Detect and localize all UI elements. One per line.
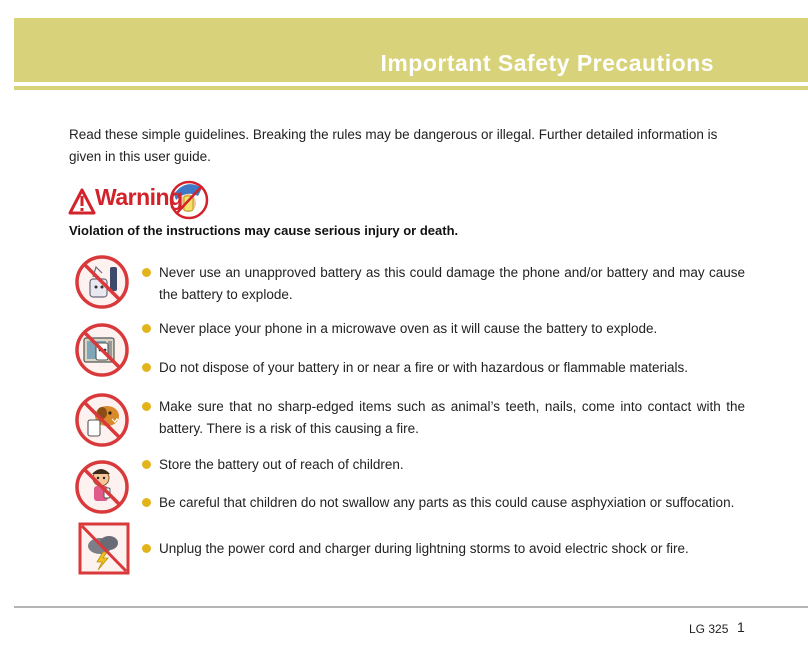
list-item-text: Unplug the power cord and charger during lightning storms to avoid electric shock or fire.: [159, 541, 689, 556]
bullet-dot: [142, 268, 151, 277]
list-item-text: Make sure that no sharp-edged items such as animal’s teeth, nails, come into contact with the battery. There is a risk of this causing a fire.: [159, 399, 745, 436]
footer-brand: LG 325: [689, 622, 729, 636]
list-item: [142, 318, 745, 340]
bullet-dot: [142, 498, 151, 507]
list-item: [142, 492, 745, 514]
list-item: [142, 454, 745, 476]
page-number: 1: [737, 619, 745, 635]
bullet-dot: [142, 363, 151, 372]
list-item-text: Never use an unapproved battery as this could damage the phone and/or battery and may cause the battery to explode.: [159, 265, 745, 302]
bullet-dot: [142, 544, 151, 553]
intro-text: Read these simple guidelines. Breaking the rules may be dangerous or illegal. Further detailed information is given in this user guide.: [69, 127, 718, 164]
list-item: [142, 538, 745, 560]
list-item-text: Do not dispose of your battery in or near a fire or with hazardous or flammable materials.: [159, 360, 688, 375]
page-title: Important Safety Precautions: [380, 50, 714, 76]
warning-label: Warning: [95, 184, 183, 210]
list-item-text: Never place your phone in a microwave oven as it will cause the battery to explode.: [159, 321, 658, 336]
list-item: [142, 357, 745, 379]
bullet-dot: [142, 460, 151, 469]
bullet-dot: [142, 402, 151, 411]
list-item: [142, 262, 745, 306]
list-item-text: Store the battery out of reach of children.: [159, 457, 404, 472]
footer-divider: [14, 606, 808, 608]
list-item-text: Be careful that children do not swallow any parts as this could cause asphyxiation or suffocation.: [159, 495, 735, 510]
bullet-dot: [142, 324, 151, 333]
warning-subtitle: Violation of the instructions may cause serious injury or death.: [69, 223, 459, 238]
list-item: [142, 396, 745, 440]
